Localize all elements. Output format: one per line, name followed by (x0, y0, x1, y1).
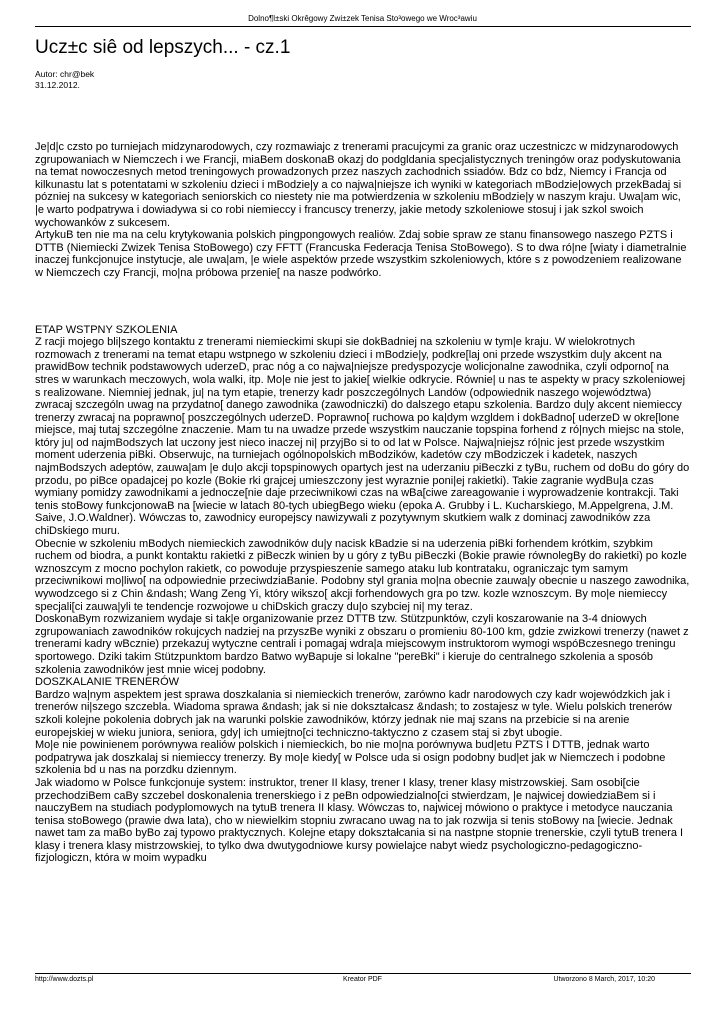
body-paragraph: Jak wiadomo w Polsce funkcjonuje system: instruktor, trener II klasy, trener I klasy, trener klasy mistrzowskiej. Sam osobi[cie przechodziBem caBy szczebel doskonalenia trenerskiego i z peBn odpowiedzialno[ci stwierdzam, |e najwicej dowiedziaBem si i nauczyBem na studiach podyplomowych na tytuB trenera II klasy. Wówczas to, najwicej mówiono o praktyce i metodyce nauczania tenisa stoBowego (prawie dwa lata), cho w niewielkim stopniu zwracano uwag na to jak rozwija si tenis stoBowy na [wiecie. Jednak nawet tam za maBo byBo zaj typowo praktycznych. Kolejne etapy dokształcania si na nastpne stopnie trenerskie, czyli tytuB trenera I klasy i trenera klasy mistrzowskiej, to tylko dwa dwutygodniowe kursy powielajce nabyt wiedz psychologiczno-pedagogiczno-fizjologiczn, która w moim wypadku (35, 776, 684, 865)
article-meta (35, 69, 94, 91)
intro-paragraph: ArtykuB ten nie ma na celu krytykowania polskich pingpongowych realiów. Zdaj sobie spraw ze stanu finansowego naszego PZTS i DTTB (Niemiecki Zwizek Tenisa StoBowego) czy FFTT (Francuska Federacja Tenisa StoBowego). S to dwa ró|ne [wiaty i diametralnie inaczej funkcjonujce instytucje, ale uwa|am, |e wiele aspektów przede wszystkim szkoleniowych, które s z powodzeniem realizowane w Niemczech czy Francji, mo|na próbowa przenie[ na nasze podwórko. (35, 229, 687, 279)
footer-url[interactable]: http://www.dozts.pl (35, 976, 94, 983)
section-heading: ETAP WSTPNY SZKOLENIA (35, 323, 178, 336)
body-paragraph: Obecnie w szkoleniu mBodych niemieckich zawodników du|y nacisk kBadzie si na uderzenia piBki forhendem krótkim, szybkim ruchem od biodra, a punkt kontaktu rakietki z piBeczk winien by u góry z tyBu piBeczki (Bokie prawie równolegBy do rakietki) po kozle wznoszcym z mocno pochylon rakietk, co powoduje przyspieszenie samego ataku lub kontrataku, ograniczajc tym samym przeciwnikowi mo|liwo[ na odpowiednie przeciwdziaBanie. Podobny styl grania mo|na obecnie zauwa|y obecnie u naszego zawodnika, wywodzcego si z Chin &ndash; Wang Zeng Yi, który wikszo[ akcji forhendowych gra po tzw. kozle wznoszcym. By mo|e niemieccy specjali[ci zauwa|yli te tendencje rozwojowe u chiDskich graczy du|o szybciej ni| my teraz. (35, 537, 690, 613)
footer-created-date: Utworzono 8 March, 2017, 10:20 (553, 976, 655, 983)
footer-generator: Kreator PDF (343, 976, 382, 983)
footer-divider (35, 973, 691, 974)
body-paragraph: Bardzo wa|nym aspektem jest sprawa doszkalania si niemieckich trenerów, zarówno kadr narodowych czy kadr wojewódzkich jak i trenerów ni|szego szczebla. Wiadoma sprawa &ndash; jak si nie dokształcasz &ndash; to zostajesz w tyle. Wielu polskich trenerów szkoli kolejne pokolenia dobrych jak na warunki polskie zawodników, którzy jednak nie maj szans na przebicie si na arenie europejskiej w wieku juniora, seniora, gdy| ich umiejtno[ci techniczno-taktyczno z czasem staj si zbyt ubogie. (35, 688, 672, 739)
author-line: Autor: chr@bek (35, 69, 95, 79)
body-paragraph: DoskonaBym rozwizaniem wydaje si tak|e organizowanie przez DTTB tzw. Stützpunktów, czyli koszarowanie na 3-4 dniowych zgrupowaniach zawodników rokujcych nadziej na przyszBe wyniki z obszaru o promieniu 80-100 km, gdzie zwizkowi trenerzy (nawet z trenerami kadry wBcznie) przekazuj wytyczne centrali i pomagaj wdra|a miejscowym instruktorom wymogi wspóBczesnego treningu sportowego. Dziki takim Stützpunktom bardzo Batwo wyBapuje si lokalne "pereBki" i kieruje do centralnego szkolenia a sposób szkolenia zawodników jest mnie wicej podobny. (35, 613, 689, 676)
intro-paragraph: Je|d|c czsto po turniejach midzynarodowych, czy rozmawiajc z trenerami pracujcymi za granic oraz uczestniczc w midzynarodowych zgrupowaniach w Niemczech i we Francji, miaBem doskonaB okazj do podgldania specjalistycznych treningów oraz podyskutowania na temat nowoczesnych metod treningowych prowadzonych przez naszych zachodnich ssiadów. Bdz co bdz, Niemcy i Francja od kilkunastu lat s potentatami w szkoleniu dzieci i mBodzie|y a co najwa|niejsze ich wyniki w kategoriach mBodzie|owych przekBadaj si pózniej na sukcesy w kategoriach seniorskich co niestety nie ma potwierdzenia w szkoleniu mBodzie|y w naszym kraju. Uwa|am wic, |e warto podpatrywa i dowiadywa si co robi niemieccy i francuscy trenerzy, jakie metody szkoleniowe stosuj i jak szkol swoich wychowanków z sukcesem. (35, 141, 682, 229)
section-heading: DOSZKALANIE TRENERÓW (35, 676, 180, 689)
page-header: Dolno¶l±ski Okrêgowy Zwi±zek Tenisa Sto³owego we Wroc³awiu (248, 14, 477, 23)
body-paragraph: Mo|e nie powinienem porównywa realiów polskich i niemieckich, bo nie mo|na porównywa bud|etu PZTS I DTTB, jednak warto podpatrywa jak doszkalaj si niemieccy trenerzy. By mo|e kiedy[ w Polsce uda si osign podobny bud|et jak w Niemczech i podobne szkolenia bd u nas na porzdku dziennym. (35, 739, 666, 777)
body-paragraph: Z racji mojego bli|szego kontaktu z trenerami niemieckimi skupi sie dokBadniej na szkoleniu w tym|e kraju. W wielokrotnych rozmowach z trenerami na temat etapu wstpnego w szkoleniu dzieci i mBodzie|y, podkre[laj oni przede wszystkim du|y akcent na prawidBow technik podstawowych uderzeD, prac nóg a co najwa|niejsze predyspozycje wolicjonalne zawodnika, czyli odporno[ na stres w warunkach meczowych, wola walki, itp. Mo|e nie jest to jakie[ wielkie odkrycie. Równie| u nas te aspekty w pracy szkoleniowej s realizowane. Niemniej jednak, ju| na tym etapie, trenerzy kadr poszczególnych Landów (odpowiednik naszego województwa) zwracaj szczególn uwag na przydatno[ danego zawodnika (zawodniczki) do dalszego etapu szkolenia. Bardzo du|y akcent niemieccy trenerzy zwracaj na poprawno[ poszczególnych uderzeD. Poprawno[ ruchowa po ka|dym wzgldem i dokBadno[ uderzeD w okre[lone miejsce, maj tutaj szczególne znaczenie. Mam tu na uwadze przede wszystkim nauczanie topspina forhend z ró|nych miejsc na stole, który ju| od najmBodszych lat uczony jest nieco inaczej ni| przyjBo si to od lat w Polsce. Najwa|niejsz ró|nic jest przede wszystkim moment uderzenia piBki. Obserwujc, na turniejach ogólnopolskich mBodzików, kadetów czy mBodziczek i kadetek, naszych najmBodszych adeptów, zauwa|am |e du|o akcji topspinowych opartych jest na uderzaniu piBeczki z tyBu, ruchem od doBu do góry do przodu, po piBce opadajcej po kozle (Bokie rki grajcej umieszczony jest wyraznie poni|ej rakietki). Takie zagranie wydBu|a czas wymiany pomidzy zawodnikami a jednocze[nie daje przeciwnikowi czas na wBa[ciwe zareagowanie i wyprowadzenie kontrakcji. Taki tenis stoBowy funkcjonowaB na [wiecie w latach 80-tych ubiegBego wieku (epoka A. Grubby i L. Kucharskiego, M.Appelgrena, J.M. Saive, J.O.Waldner). Wówczas to, zawodnicy europejscy nawizywali z pozytywnym skutkiem walk z dominacj zawodników zza chiDskiego muru. (35, 336, 690, 538)
header-divider (35, 26, 691, 27)
article-body (35, 141, 691, 865)
article-date: 31.12.2012. (35, 80, 80, 90)
article-title: Ucz±c siê od lepszych... - cz.1 (35, 37, 291, 58)
paragraph-spacer (35, 280, 691, 324)
